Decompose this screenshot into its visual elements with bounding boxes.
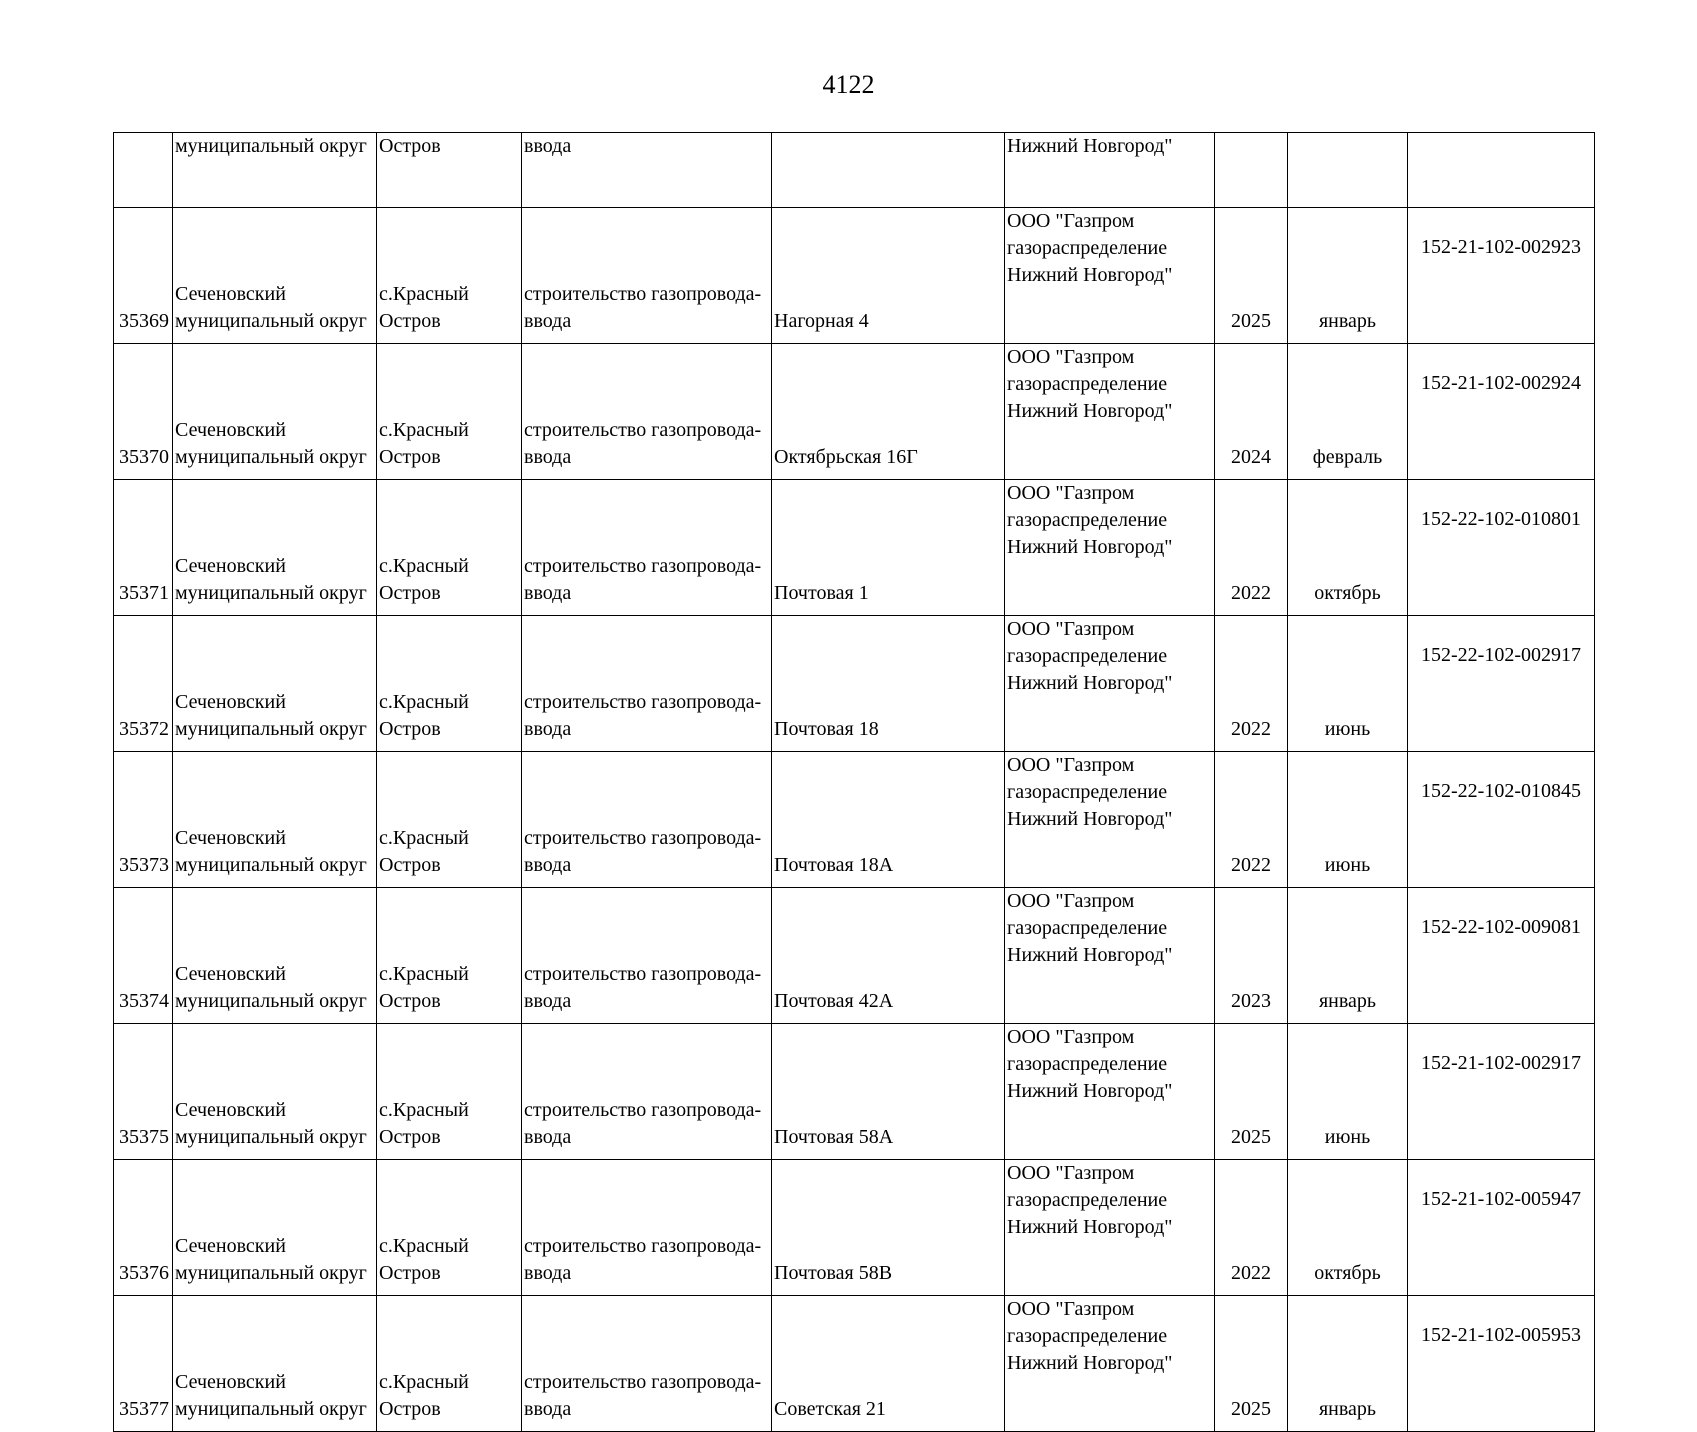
work-type-line-2: ввода	[524, 582, 572, 604]
address-cell: Почтовая 58А	[772, 1024, 1005, 1160]
work-type-cell	[522, 752, 772, 888]
district-cell	[173, 888, 377, 1024]
district-type: муниципальный округ	[175, 310, 367, 332]
address-cell: Почтовая 42А	[772, 888, 1005, 1024]
code-cell: 152-21-102-005953	[1408, 1296, 1595, 1432]
organization-line-2: газораспределение	[1007, 509, 1168, 531]
row-number: 35372	[114, 616, 173, 752]
code-cell: 152-22-102-009081	[1408, 888, 1595, 1024]
village-cell	[377, 344, 522, 480]
year-cell: 2022	[1215, 616, 1288, 752]
address-cell	[772, 133, 1005, 208]
work-type-cell	[522, 208, 772, 344]
district-cell	[173, 208, 377, 344]
code-cell: 152-21-102-002923	[1408, 208, 1595, 344]
district-type: муниципальный округ	[175, 1262, 367, 1284]
organization-cell	[1005, 1024, 1215, 1160]
address-cell: Нагорная 4	[772, 208, 1005, 344]
year-cell: 2023	[1215, 888, 1288, 1024]
month-cell: июнь	[1288, 616, 1408, 752]
code-cell: 152-22-102-010845	[1408, 752, 1595, 888]
district-name: Сеченовский	[175, 1099, 286, 1121]
district-name: Сеченовский	[175, 555, 286, 577]
work-type-line-2: ввода	[524, 1126, 572, 1148]
organization-line-2: газораспределение	[1007, 645, 1168, 667]
district-type: муниципальный округ	[175, 446, 367, 468]
village-name: Остров	[379, 1262, 441, 1284]
district-type: муниципальный округ	[175, 1126, 367, 1148]
code-cell: 152-21-102-002924	[1408, 344, 1595, 480]
organization-line-2: газораспределение	[1007, 1189, 1168, 1211]
district-cell	[173, 344, 377, 480]
work-type-cell: ввода	[522, 133, 772, 208]
organization-line-2: газораспределение	[1007, 237, 1168, 259]
address-cell: Советская 21	[772, 1296, 1005, 1432]
work-type-line-1: строительство газопровода-	[524, 1099, 762, 1121]
row-number: 35377	[114, 1296, 173, 1432]
row-number: 35374	[114, 888, 173, 1024]
work-type-line-1: строительство газопровода-	[524, 419, 762, 441]
table-row	[114, 1296, 1595, 1432]
organization-line-2: газораспределение	[1007, 781, 1168, 803]
table-row	[114, 616, 1595, 752]
month-cell: январь	[1288, 888, 1408, 1024]
code-cell: 152-21-102-005947	[1408, 1160, 1595, 1296]
month-cell: июнь	[1288, 1024, 1408, 1160]
table-row	[114, 344, 1595, 480]
year-cell: 2022	[1215, 752, 1288, 888]
organization-line-2: газораспределение	[1007, 1325, 1168, 1347]
work-type-cell	[522, 480, 772, 616]
organization-cell	[1005, 1160, 1215, 1296]
continuation-row	[114, 133, 1595, 208]
code-cell	[1408, 133, 1595, 208]
page-number: 4122	[822, 70, 875, 99]
village-prefix: с.Красный	[379, 1235, 469, 1257]
work-type-line-1: строительство газопровода-	[524, 1235, 762, 1257]
work-type-line-2: ввода	[524, 1398, 572, 1420]
district-name: Сеченовский	[175, 1235, 286, 1257]
district-cell	[173, 752, 377, 888]
district-name: Сеченовский	[175, 963, 286, 985]
table-row	[114, 752, 1595, 888]
year-cell: 2024	[1215, 344, 1288, 480]
district-type: муниципальный округ	[175, 1398, 367, 1420]
address-cell: Почтовая 58В	[772, 1160, 1005, 1296]
organization-line-3: Нижний Новгород"	[1007, 808, 1173, 830]
code-cell: 152-21-102-002917	[1408, 1024, 1595, 1160]
row-number: 35376	[114, 1160, 173, 1296]
month-cell: январь	[1288, 208, 1408, 344]
code-cell: 152-22-102-010801	[1408, 480, 1595, 616]
address-cell: Почтовая 18А	[772, 752, 1005, 888]
row-number: 35369	[114, 208, 173, 344]
work-type-line-1: строительство газопровода-	[524, 827, 762, 849]
organization-cell	[1005, 1296, 1215, 1432]
month-cell	[1288, 133, 1408, 208]
code-cell: 152-22-102-002917	[1408, 616, 1595, 752]
address-cell: Почтовая 18	[772, 616, 1005, 752]
district-name: Сеченовский	[175, 419, 286, 441]
table-row	[114, 888, 1595, 1024]
month-cell: октябрь	[1288, 1160, 1408, 1296]
district-cell	[173, 1160, 377, 1296]
year-cell: 2022	[1215, 1160, 1288, 1296]
work-type-line-2: ввода	[524, 1262, 572, 1284]
row-number: 35371	[114, 480, 173, 616]
district-name: Сеченовский	[175, 283, 286, 305]
organization-line-1: ООО "Газпром	[1007, 346, 1135, 368]
month-cell: февраль	[1288, 344, 1408, 480]
row-number: 35373	[114, 752, 173, 888]
work-type-cell	[522, 344, 772, 480]
organization-line-3: Нижний Новгород"	[1007, 1352, 1173, 1374]
organization-line-1: ООО "Газпром	[1007, 618, 1135, 640]
row-number: 35370	[114, 344, 173, 480]
village-prefix: с.Красный	[379, 963, 469, 985]
village-name: Остров	[379, 446, 441, 468]
organization-cell	[1005, 888, 1215, 1024]
organization-line-1: ООО "Газпром	[1007, 890, 1135, 912]
work-type-line-1: строительство газопровода-	[524, 963, 762, 985]
village-prefix: с.Красный	[379, 827, 469, 849]
work-type-line-2: ввода	[524, 446, 572, 468]
organization-line-1: ООО "Газпром	[1007, 1162, 1135, 1184]
village-prefix: с.Красный	[379, 419, 469, 441]
table-row	[114, 480, 1595, 616]
village-cell	[377, 752, 522, 888]
organization-line-2: газораспределение	[1007, 1053, 1168, 1075]
work-type-cell	[522, 616, 772, 752]
village-prefix: с.Красный	[379, 283, 469, 305]
work-type-cell	[522, 1296, 772, 1432]
village-name: Остров	[379, 854, 441, 876]
work-type-line-2: ввода	[524, 310, 572, 332]
village-cell	[377, 616, 522, 752]
district-cell	[173, 616, 377, 752]
organization-cell	[1005, 208, 1215, 344]
address-cell: Почтовая 1	[772, 480, 1005, 616]
district-cell	[173, 480, 377, 616]
month-cell: октябрь	[1288, 480, 1408, 616]
district-name: Сеченовский	[175, 1371, 286, 1393]
village-name: Остров	[379, 310, 441, 332]
month-cell: июнь	[1288, 752, 1408, 888]
year-cell	[1215, 133, 1288, 208]
year-cell: 2022	[1215, 480, 1288, 616]
table-row	[114, 1160, 1595, 1296]
organization-line-3: Нижний Новгород"	[1007, 400, 1173, 422]
village-name: Остров	[379, 582, 441, 604]
district-type: муниципальный округ	[175, 990, 367, 1012]
work-type-cell	[522, 888, 772, 1024]
address-cell: Октябрьская 16Г	[772, 344, 1005, 480]
work-type-cell	[522, 1160, 772, 1296]
district-type: муниципальный округ	[175, 718, 367, 740]
village-cell	[377, 208, 522, 344]
village-cell	[377, 1296, 522, 1432]
year-cell: 2025	[1215, 1296, 1288, 1432]
organization-line-3: Нижний Новгород"	[1007, 944, 1173, 966]
organization-line-3: Нижний Новгород"	[1007, 264, 1173, 286]
district-name: Сеченовский	[175, 827, 286, 849]
work-type-line-1: строительство газопровода-	[524, 283, 762, 305]
village-prefix: с.Красный	[379, 1371, 469, 1393]
organization-cell	[1005, 752, 1215, 888]
table-row	[114, 208, 1595, 344]
work-type-line-2: ввода	[524, 990, 572, 1012]
organization-line-3: Нижний Новгород"	[1007, 536, 1173, 558]
row-number	[114, 133, 173, 208]
village-prefix: с.Красный	[379, 1099, 469, 1121]
organization-cell	[1005, 616, 1215, 752]
row-number: 35375	[114, 1024, 173, 1160]
organization-cell	[1005, 480, 1215, 616]
village-name: Остров	[379, 990, 441, 1012]
village-prefix: с.Красный	[379, 691, 469, 713]
work-type-line-2: ввода	[524, 854, 572, 876]
organization-line-2: газораспределение	[1007, 373, 1168, 395]
village-cell: Остров	[377, 133, 522, 208]
organization-cell	[1005, 344, 1215, 480]
district-cell	[173, 1024, 377, 1160]
village-cell	[377, 1160, 522, 1296]
village-name: Остров	[379, 1126, 441, 1148]
organization-line-1: ООО "Газпром	[1007, 1298, 1135, 1320]
table-row	[114, 1024, 1595, 1160]
work-type-line-1: строительство газопровода-	[524, 1371, 762, 1393]
work-type-cell	[522, 1024, 772, 1160]
district-type: муниципальный округ	[175, 854, 367, 876]
organization-cell: Нижний Новгород"	[1005, 133, 1215, 208]
year-cell: 2025	[1215, 1024, 1288, 1160]
year-cell: 2025	[1215, 208, 1288, 344]
village-cell	[377, 888, 522, 1024]
organization-line-1: ООО "Газпром	[1007, 1026, 1135, 1048]
district-name: Сеченовский	[175, 691, 286, 713]
district-cell	[173, 1296, 377, 1432]
district-type: муниципальный округ	[175, 582, 367, 604]
organization-line-3: Нижний Новгород"	[1007, 672, 1173, 694]
work-type-line-1: строительство газопровода-	[524, 555, 762, 577]
village-cell	[377, 1024, 522, 1160]
month-cell: январь	[1288, 1296, 1408, 1432]
work-type-line-1: строительство газопровода-	[524, 691, 762, 713]
organization-line-1: ООО "Газпром	[1007, 482, 1135, 504]
organization-line-3: Нижний Новгород"	[1007, 1216, 1173, 1238]
village-name: Остров	[379, 718, 441, 740]
registry-table	[113, 132, 1595, 1432]
village-prefix: с.Красный	[379, 555, 469, 577]
organization-line-1: ООО "Газпром	[1007, 754, 1135, 776]
organization-line-1: ООО "Газпром	[1007, 210, 1135, 232]
organization-line-2: газораспределение	[1007, 917, 1168, 939]
district-cell: муниципальный округ	[173, 133, 377, 208]
work-type-line-2: ввода	[524, 718, 572, 740]
village-name: Остров	[379, 1398, 441, 1420]
organization-line-3: Нижний Новгород"	[1007, 1080, 1173, 1102]
village-cell	[377, 480, 522, 616]
